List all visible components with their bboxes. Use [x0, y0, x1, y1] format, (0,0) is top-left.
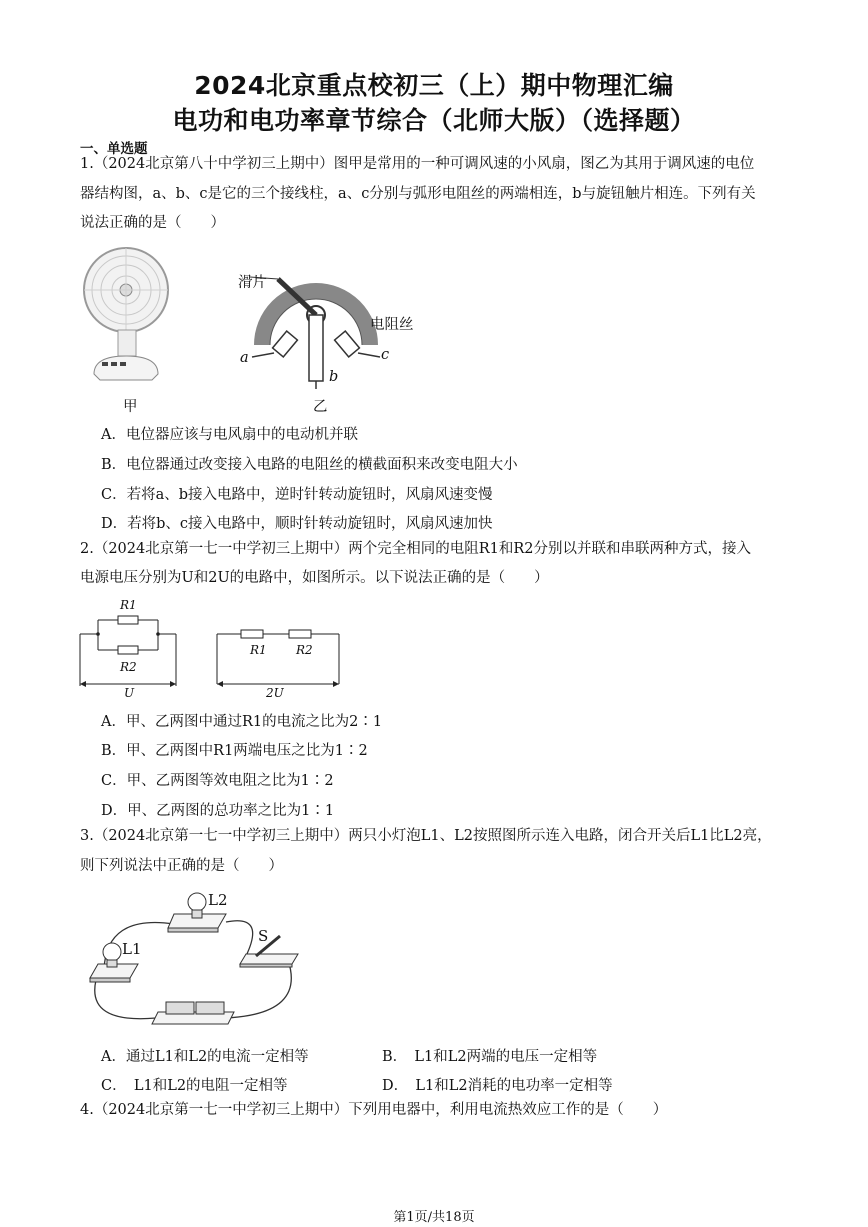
page-title-line1: 2024北京重点校初三（上）期中物理汇编 [194, 71, 674, 100]
q2-option-b: B．甲、乙两图中R1两端电压之比为1∶2 [101, 743, 368, 759]
q1-option-c: C．若将a、b接入电路中，逆时针转动旋钮时，风扇风速变慢 [101, 487, 493, 503]
label-u: U [124, 686, 135, 700]
q3-option-a: A．通过L1和L2的电流一定相等 [101, 1049, 309, 1065]
fig-label-b: b [329, 369, 339, 385]
q2-option-d: D．甲、乙两图的总功率之比为1∶1 [101, 803, 335, 819]
q1-option-b: B．电位器通过改变接入电路的电阻丝的横截面积来改变电阻大小 [101, 457, 518, 473]
label-r1-series: R1 [250, 643, 267, 657]
q3-line1: 3.（2024北京第一七一中学初三上期中）两只小灯泡L1、L2按照图所示连入电路，闭合开关后L1比L2亮， [80, 828, 772, 844]
q4-line1: 4.（2024北京第一七一中学初三上期中）下列用电器中，利用电流热效应工作的是（ ） [80, 1102, 668, 1118]
q3-line2: 则下列说法中正确的是（ ） [80, 858, 283, 874]
label-s: S [258, 927, 269, 945]
label-l1: L1 [122, 940, 142, 958]
q1-line1: 1.（2024北京第八十中学初三上期中）图甲是常用的一种可调风速的小风扇，图乙为其用于调风速的电位 [80, 156, 755, 172]
label-r1-parallel: R1 [120, 598, 137, 612]
q1-line2: 器结构图，a、b、c是它的三个接线柱，a、c分别与弧形电阻丝的两端相连，b与旋钮触片相连。下列有关 [80, 186, 756, 202]
page-footer: 第1页/共18页 [393, 1210, 475, 1225]
fig-label-a: a [240, 350, 249, 366]
q2-line1: 2.（2024北京第一七一中学初三上期中）两个完全相同的电阻R1和R2分别以并联和串联两种方式，接入 [80, 541, 752, 557]
q1-line3: 说法正确的是（ ） [80, 215, 225, 231]
section-heading: 一、单选题 [80, 141, 148, 157]
page-title-line2: 电功和电功率章节综合（北师大版）（选择题） [172, 106, 696, 135]
bulb-circuit [76, 884, 306, 1034]
q1-option-a: A．电位器应该与电风扇中的电动机并联 [101, 427, 358, 443]
q3-option-b: B． L1和L2两端的电压一定相等 [382, 1049, 598, 1065]
fig-label-jia: 甲 [123, 399, 138, 415]
fig-label-yi: 乙 [313, 399, 328, 415]
q2-line2: 电源电压分别为U和2U的电路中，如图所示。以下说法正确的是（ ） [80, 570, 549, 586]
fig-label-slider: 滑片 [238, 275, 267, 291]
fan-figure [80, 244, 180, 404]
label-r2-series: R2 [296, 643, 313, 657]
parallel-circuit [78, 598, 188, 698]
q2-option-c: C．甲、乙两图等效电阻之比为1∶2 [101, 773, 334, 789]
q1-option-d: D．若将b、c接入电路中，顺时针转动旋钮时，风扇风速加快 [101, 516, 493, 532]
label-l2: L2 [208, 891, 228, 909]
label-r2-parallel: R2 [120, 660, 137, 674]
q2-option-a: A．甲、乙两图中通过R1的电流之比为2∶1 [101, 714, 383, 730]
label-2u: 2U [266, 686, 284, 700]
q3-option-d: D． L1和L2消耗的电功率一定相等 [382, 1078, 613, 1094]
q3-option-c: C． L1和L2的电阻一定相等 [101, 1078, 288, 1094]
fig-label-wire: 电阻丝 [370, 317, 414, 333]
fig-label-c: c [381, 347, 390, 363]
